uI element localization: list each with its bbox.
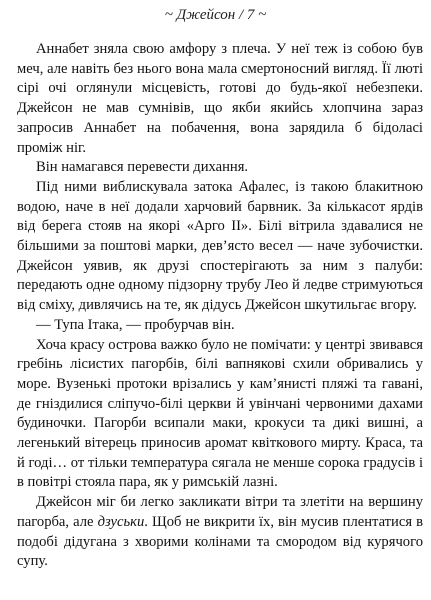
running-header: ~ Джейсон / 7 ~ bbox=[164, 7, 267, 23]
italic-word: дзуськи bbox=[97, 513, 145, 530]
paragraph: — Тупа Ітака, — пробурчав він. bbox=[36, 316, 235, 333]
paragraph-text: . Щоб не викрити їх, він мусив плентатися в подобі дідугана з хворими колінами та смородом від курячого супу. bbox=[17, 513, 424, 570]
paragraph: Під ними виблискувала затока Афалес, із такою блакитною водою, наче в неї додали харчовий барвник. За кількасот ярдів від берега стояв на якорі «Арго II». Білі вітрила здавалися не більшими за поштові марки, дев’ясто весел — наче зубочистки. Джейсон уявив, як друзі спостерігають за ним з палуби: передають одне одному підзорну трубу Лео й ледве стримуються від сміху, дивлячись на те, як дідусь Джейсон шкутильгає вгору. bbox=[17, 178, 423, 314]
paragraph bbox=[17, 493, 423, 572]
paragraph: Він намагався перевести дихання. bbox=[36, 159, 249, 176]
paragraph-text: Джейсон міг би легко закликати вітри та злетіти на вершину пагорба, але bbox=[17, 494, 423, 530]
book-page-body bbox=[17, 40, 423, 572]
paragraph: Аннабет зняла свою амфору з плеча. У неї теж із собою був меч, але навіть без нього вона мала смертоносний вигляд. Її люті сірі очі оглянули місцевість, готові до будь-якої небезпеки. Джейсон не мав сумнівів, що якби якийсь хлопчина зараз запросив Аннабет на побачення, вона зарядила б бідоласі проміж ніг. bbox=[17, 41, 423, 156]
paragraph: Хоча красу острова важко було не помічати: у центрі звивався гребінь лісистих пагорбів, білі вапнякові схили обривались у море. Вузенькі протоки врізались у кам’янисті пляжі та гавані, де гніздилися сліпучо-білі церкви й увінчані червоними дахами будиночки. Пагорби всипали маки, крокуси та дикі вишні, а легенький вітерець приносив аромат квіткового мирту. Краса, та й годі… от тільки температура сягала не менше сорока градусів і в повітрі стояла пара, як у римській лазні. bbox=[17, 336, 423, 491]
